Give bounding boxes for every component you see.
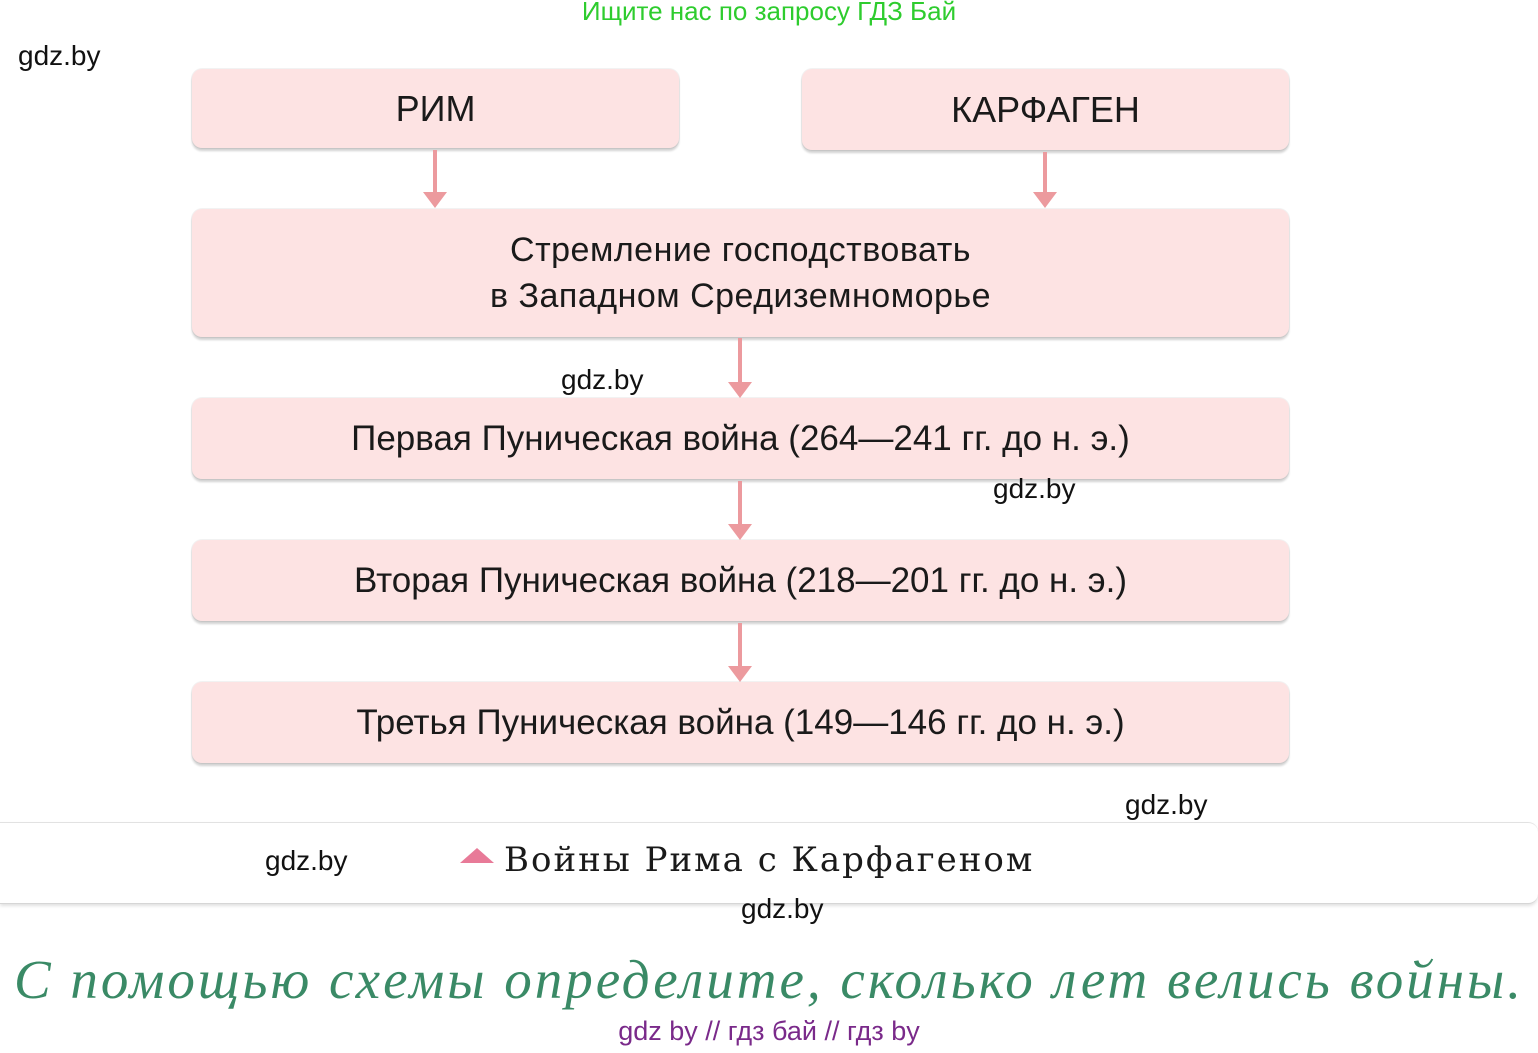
watermark: gdz.by (741, 893, 824, 924)
goal-line-1: Стремление господствовать (510, 231, 971, 269)
top-banner: Ищите нас по запросу ГДЗ Бай (581, 0, 957, 26)
carthage-label: КАРФАГЕН (951, 88, 1140, 130)
figure-caption: Войны Рима с Карфагеном (504, 840, 1035, 880)
footer-links: gdz by // гдз бай // гдз by (618, 1016, 920, 1046)
arrow-rome-to-goal (423, 150, 447, 208)
arrow-carthage-to-goal (1033, 152, 1057, 208)
arrow-war1-to-war2 (728, 481, 752, 540)
war-label-first: Первая Пуническая война (264—241 гг. до н. э.) (351, 418, 1130, 458)
rome-label: РИМ (395, 87, 476, 129)
war-box-second (192, 540, 1289, 621)
war-box-third (192, 682, 1289, 763)
war-box-first (192, 398, 1289, 479)
war-label-second: Вторая Пуническая война (218—201 гг. до н. э.) (353, 560, 1128, 600)
carthage-box (802, 69, 1289, 150)
arrow-goal-to-war1 (728, 338, 752, 398)
rome-box (192, 69, 679, 148)
watermark: gdz.by (561, 364, 644, 395)
arrow-war2-to-war3 (728, 623, 752, 682)
watermark: gdz.by (993, 473, 1076, 504)
goal-box (192, 209, 1289, 337)
war-label-third: Третья Пуническая война (149—146 гг. до н. э.) (356, 702, 1125, 742)
triangle-marker-icon (460, 848, 494, 863)
question-text: С помощью схемы определите, сколько лет велись войны. (13, 949, 1525, 1010)
watermark: gdz.by (18, 40, 101, 71)
goal-line-2: в Западном Средиземноморье (489, 277, 992, 315)
watermark: gdz.by (265, 845, 348, 876)
watermark: gdz.by (1125, 789, 1208, 820)
